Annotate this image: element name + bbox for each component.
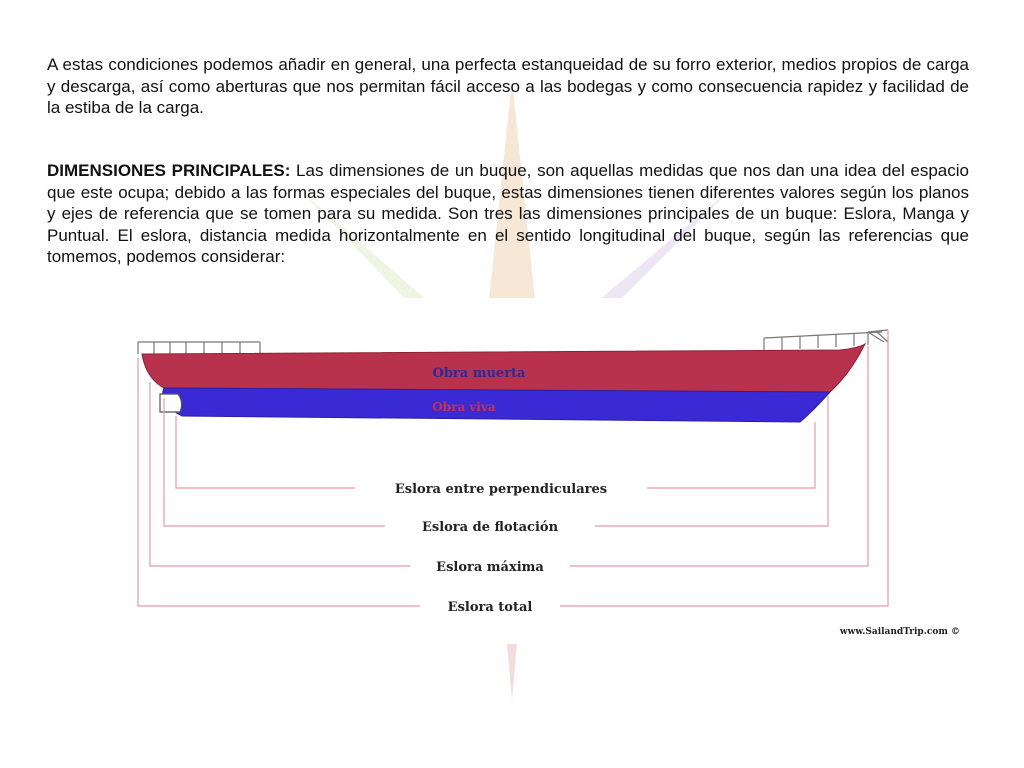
dimensions-heading: DIMENSIONES PRINCIPALES: (47, 161, 291, 180)
obra-viva-hull (163, 388, 830, 422)
measure-label-perpendiculares: Eslora entre perpendiculares (394, 482, 608, 497)
rudder-icon (160, 394, 182, 412)
measure-label-total: Eslora total (447, 600, 533, 615)
image-credit: www.SailandTrip.com © (839, 627, 960, 637)
ship-length-diagram (120, 298, 1000, 644)
measure-label-flotacion: Eslora de flotación (421, 520, 559, 535)
aft-railing (138, 342, 260, 354)
ship-diagram-svg (120, 298, 1000, 644)
dimensions-paragraph (47, 160, 969, 268)
obra-muerta-label: Obra muerta (432, 366, 526, 381)
obra-viva-label: Obra viva (432, 400, 496, 414)
fore-railing (764, 330, 888, 351)
dimensions-body: Las dimensiones de un buque, son aquellas medidas que nos dan una idea del espacio que este ocupa; debido a las formas especiales del buque, estas dimensiones tienen diferentes valores según los planos y ejes de referencia que se tomen para su medida. Son tres las dimensiones principales de un buque: Eslora, Manga y Puntual. El eslora, distancia medida horizontalmente en el sentido longitudinal del buque, según las referencias que tomemos, podemos considerar: (47, 161, 969, 266)
measure-label-maxima: Eslora máxima (436, 560, 544, 575)
intro-paragraph: A estas condiciones podemos añadir en general, una perfecta estanqueidad de su forro exterior, medios propios de carga y descarga, así como aberturas que nos permitan fácil acceso a las bodegas y como consecuencia rapidez y facilidad de la estiba de la carga. (47, 55, 969, 117)
